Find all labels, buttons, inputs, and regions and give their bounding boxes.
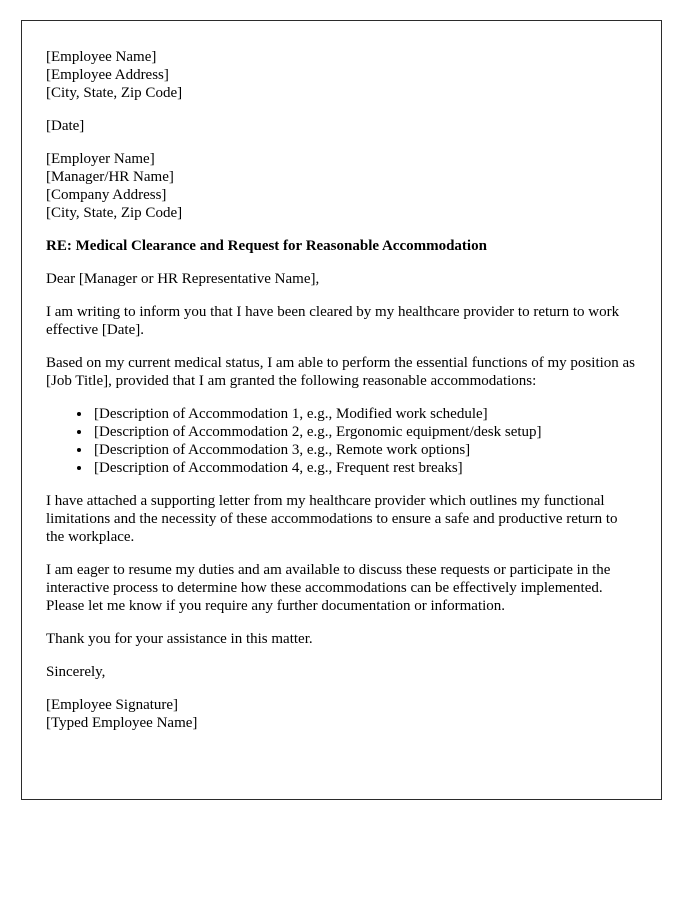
accommodation-item: • [Description of Accommodation 4, e.g., Frequent rest breaks] [92,459,637,477]
typed-name-line: [Typed Employee Name] [46,715,198,731]
letter-document [21,20,662,800]
company-city-line: [City, State, Zip Code] [46,205,183,221]
sender-address-block [46,48,637,102]
paragraph-status: Based on my current medical status, I am able to perform the essential functions of my position as [Job Title], provided that I am granted the following reasonable accommodations: [46,355,636,389]
accommodation-item: • [Description of Accommodation 2, e.g., Ergonomic equipment/desk setup] [92,423,637,441]
recipient-address-block [46,150,637,222]
paragraph-attachment: I have attached a supporting letter from my healthcare provider which outlines my functional limitations and the necessity of these accommodations to ensure a safe and productive return to the workplace. [46,493,618,545]
accommodations-list [46,405,637,477]
accommodation-item: • [Description of Accommodation 1, e.g., Modified work schedule] [92,405,637,423]
company-address-line: [Company Address] [46,187,167,203]
sender-address-line: [Employee Address] [46,67,169,83]
paragraph-intro: I am writing to inform you that I have been cleared by my healthcare provider to return to work effective [Date]. [46,304,620,338]
closing: Sincerely, [46,664,106,680]
signature-block [46,696,637,732]
sender-city-line: [City, State, Zip Code] [46,85,183,101]
date-line: [Date] [46,118,85,134]
signature-line: [Employee Signature] [46,697,179,713]
sender-name-line: [Employee Name] [46,49,157,65]
paragraph-thanks: Thank you for your assistance in this matter. [46,631,313,647]
accommodation-item: • [Description of Accommodation 3, e.g., Remote work options] [92,441,637,459]
employer-name-line: [Employer Name] [46,151,155,167]
salutation: Dear [Manager or HR Representative Name], [46,271,320,287]
date-block [46,117,637,135]
subject-line: RE: Medical Clearance and Request for Reasonable Accommodation [46,238,487,254]
manager-name-line: [Manager/HR Name] [46,169,174,185]
paragraph-discussion: I am eager to resume my duties and am available to discuss these requests or participate in the interactive process to determine how these accommodations can be effectively implemented. Please let me know if you require any further documentation or information. [46,562,611,614]
